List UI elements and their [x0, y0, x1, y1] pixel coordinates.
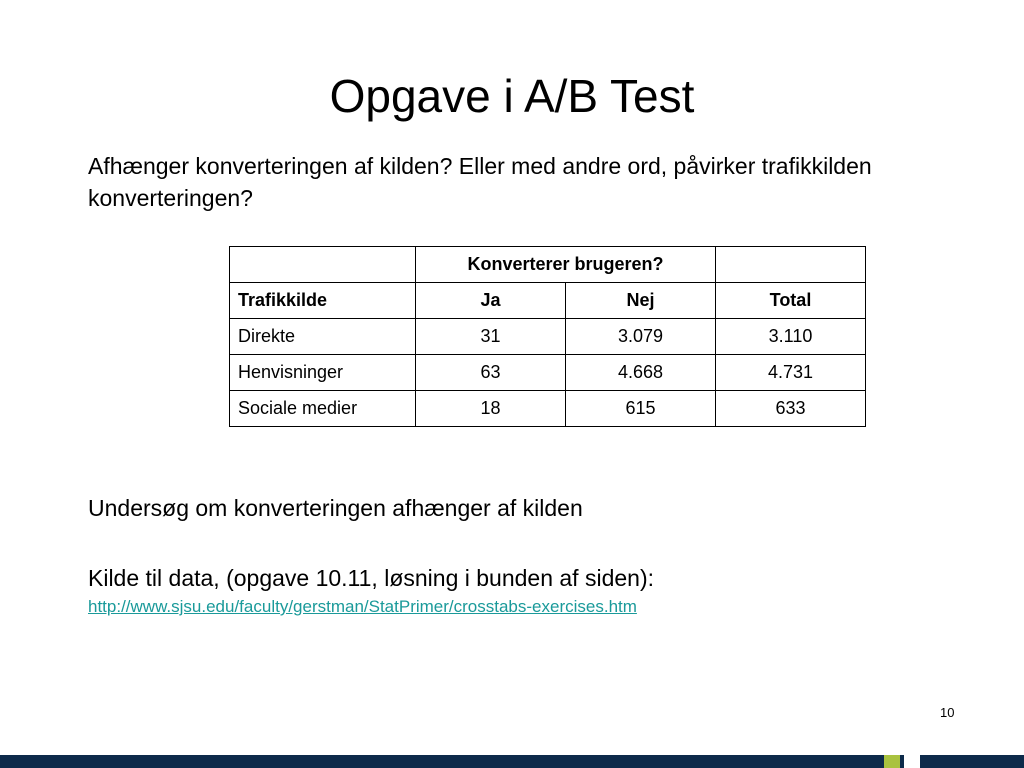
contingency-table [229, 246, 866, 427]
footer-white-square [904, 755, 920, 768]
table-group-header: Konverterer brugeren? [416, 247, 716, 283]
column-header-ja: Ja [416, 283, 566, 319]
source-label: Kilde til data, (opgave 10.11, løsning i bunden af siden): [88, 565, 654, 591]
cell-ja: 18 [416, 391, 566, 427]
table-cell-empty [230, 247, 416, 283]
table-row [230, 391, 866, 427]
cell-nej: 4.668 [566, 355, 716, 391]
column-header-nej: Nej [566, 283, 716, 319]
slide-title: Opgave i A/B Test [329, 70, 695, 122]
cell-ja: 63 [416, 355, 566, 391]
row-label: Sociale medier [230, 391, 416, 427]
cell-ja: 31 [416, 319, 566, 355]
source-link[interactable]: http://www.sjsu.edu/faculty/gerstman/StatPrimer/crosstabs-exercises.htm [88, 597, 637, 616]
task-text: Undersøg om konverteringen afhænger af kilden [88, 495, 583, 521]
table-cell-empty [716, 247, 866, 283]
table-group-header-row [230, 247, 866, 283]
footer-bar [0, 755, 1024, 768]
table-row [230, 355, 866, 391]
page-number: 10 [940, 705, 955, 720]
table-row [230, 319, 866, 355]
cell-nej: 615 [566, 391, 716, 427]
cell-total: 4.731 [716, 355, 866, 391]
column-header-total: Total [716, 283, 866, 319]
question-text: Afhænger konverteringen af kilden? Eller med andre ord, påvirker trafikkilden konverteringen? [88, 153, 872, 211]
cell-nej: 3.079 [566, 319, 716, 355]
footer-green-square [884, 755, 900, 768]
row-label: Direkte [230, 319, 416, 355]
cell-total: 633 [716, 391, 866, 427]
column-header-trafikkilde: Trafikkilde [230, 283, 416, 319]
table-header-row [230, 283, 866, 319]
cell-total: 3.110 [716, 319, 866, 355]
row-label: Henvisninger [230, 355, 416, 391]
